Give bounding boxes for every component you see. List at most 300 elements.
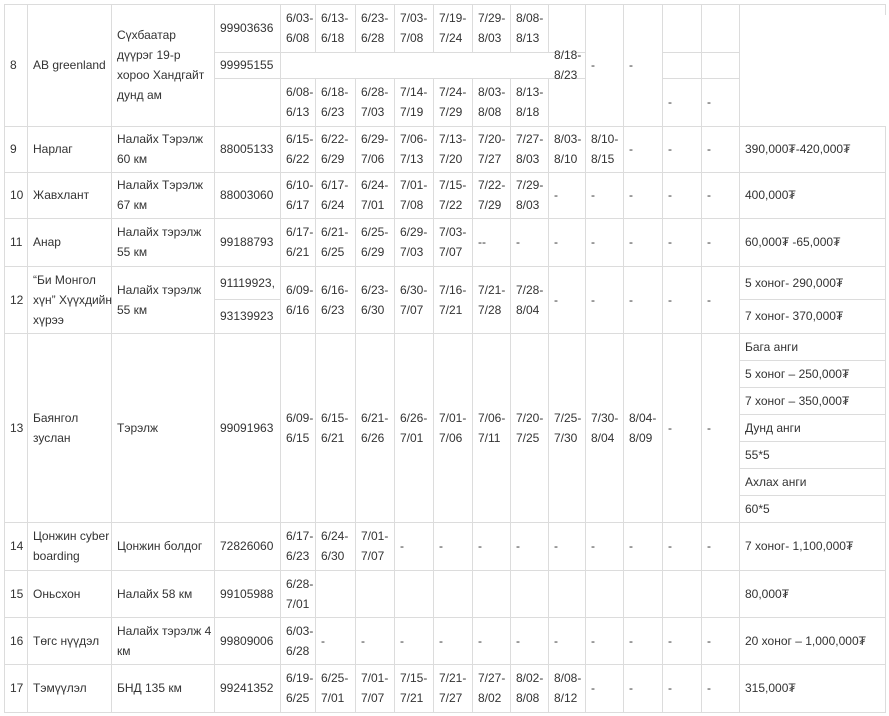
- location: [117, 621, 211, 661]
- price: [745, 499, 770, 519]
- session-dates: [400, 280, 427, 320]
- no-session-line: -: [554, 188, 558, 202]
- no-session: [668, 290, 672, 310]
- location-line: Налайх тэрэлж: [117, 283, 202, 297]
- session-dates: [321, 175, 348, 215]
- session-dates-line: 6/29: [321, 152, 345, 166]
- session-dates-line: 6/24-: [361, 178, 389, 192]
- session-dates: [554, 45, 581, 85]
- session-dates-line: 7/24: [439, 31, 463, 45]
- session-dates-line: 8/18-: [554, 48, 582, 62]
- session-dates: [321, 408, 348, 448]
- session-dates: [286, 526, 313, 566]
- session-dates: [286, 408, 313, 448]
- session-dates-line: 7/01: [400, 431, 424, 445]
- location-line: 55 км: [117, 245, 148, 259]
- no-session-line: -: [629, 634, 633, 648]
- session-dates: [286, 8, 313, 48]
- price: [745, 232, 840, 252]
- location: [117, 280, 201, 320]
- no-session-line: -: [629, 293, 633, 307]
- session-dates: [516, 175, 543, 215]
- grid-line: [662, 126, 663, 713]
- session-dates-line: 7/19-: [439, 11, 467, 25]
- grid-line: [739, 468, 886, 469]
- location-line: 67 км: [117, 198, 148, 212]
- grid-line: [280, 4, 281, 713]
- session-dates-line: 8/08-: [554, 671, 582, 685]
- no-session-line: -: [668, 142, 672, 156]
- session-dates-line: 6/13: [286, 105, 310, 119]
- session-dates: [321, 8, 348, 48]
- price-line: Дунд анги: [745, 421, 801, 435]
- session-dates-line: 7/21-: [439, 671, 467, 685]
- row-number-line: 15: [10, 587, 24, 601]
- session-dates-line: 6/09-: [286, 283, 314, 297]
- session-dates-line: 7/01: [361, 198, 385, 212]
- row-number: [10, 418, 23, 438]
- camp-name-line: Анар: [33, 235, 61, 249]
- no-session-line: -: [707, 539, 711, 553]
- row-number-line: 12: [10, 293, 24, 307]
- session-dates: [478, 668, 505, 708]
- session-dates-line: 8/04: [516, 303, 540, 317]
- no-session: [400, 536, 404, 556]
- grid-line: [394, 126, 395, 713]
- session-dates-line: 6/19-: [286, 671, 314, 685]
- grid-line: [394, 78, 395, 127]
- phone: [220, 536, 273, 556]
- session-dates-line: 7/03: [361, 105, 385, 119]
- session-dates: [400, 8, 427, 48]
- grid-line: [214, 78, 586, 79]
- camp-name: [33, 584, 80, 604]
- session-dates: [286, 574, 313, 614]
- no-session: [516, 232, 520, 252]
- session-dates-line: 8/08: [516, 691, 540, 705]
- session-dates-line: 6/28: [361, 31, 385, 45]
- session-dates-line: 8/10-: [591, 132, 619, 146]
- camp-name: [33, 185, 89, 205]
- location-line: км: [117, 644, 131, 658]
- location-line: Налайх тэрэлж: [117, 225, 202, 239]
- session-dates-line: 8/03: [516, 198, 540, 212]
- phone: [220, 232, 273, 252]
- no-session-line: -: [629, 681, 633, 695]
- session-dates-line: 6/03-: [286, 11, 314, 25]
- session-dates-line: 7/07: [361, 549, 385, 563]
- phone-line: 99903636: [220, 21, 274, 35]
- no-session: [629, 185, 633, 205]
- no-session-line: -: [707, 188, 711, 202]
- grid-line: [4, 218, 886, 219]
- location-line: Сүхбаатар: [117, 28, 176, 42]
- grid-line: [739, 414, 886, 415]
- grid-line: [548, 126, 549, 713]
- no-session: [400, 631, 404, 651]
- session-dates-line: 6/13-: [321, 11, 349, 25]
- session-dates-line: 7/08: [400, 31, 424, 45]
- grid-line: [548, 4, 549, 53]
- session-dates-line: 8/13-: [516, 85, 544, 99]
- session-dates-line: 7/20: [439, 152, 463, 166]
- session-dates-line: 6/17-: [286, 529, 314, 543]
- grid-line: [355, 126, 356, 713]
- session-dates-line: 7/01-: [361, 671, 389, 685]
- phone: [220, 139, 273, 159]
- no-session-line: -: [707, 634, 711, 648]
- row-number-line: 9: [10, 142, 17, 156]
- grid-line: [585, 4, 586, 127]
- session-dates: [439, 129, 466, 169]
- price: [745, 139, 850, 159]
- session-dates-line: 6/29-: [400, 225, 428, 239]
- session-dates: [439, 175, 466, 215]
- phone: [220, 185, 273, 205]
- camp-name-line: Нарлаг: [33, 142, 73, 156]
- session-dates-line: 6/25-: [361, 225, 389, 239]
- session-dates-line: 7/22: [439, 198, 463, 212]
- no-session: [629, 290, 633, 310]
- session-dates-line: 8/03-: [478, 85, 506, 99]
- session-dates: [321, 668, 348, 708]
- location: [117, 536, 202, 556]
- no-session: [591, 185, 595, 205]
- grid-line: [355, 78, 356, 127]
- phone: [220, 55, 273, 75]
- camp-name: [33, 526, 109, 566]
- row-number: [10, 631, 23, 651]
- session-dates: [478, 129, 505, 169]
- session-dates: [400, 82, 427, 122]
- session-dates-line: 7/14-: [400, 85, 428, 99]
- no-session-line: -: [668, 421, 672, 435]
- session-dates: [478, 8, 505, 48]
- phone-line: 88003060: [220, 188, 274, 202]
- session-dates-line: 7/24-: [439, 85, 467, 99]
- no-session-line: -: [629, 58, 633, 72]
- grid-line: [355, 4, 356, 53]
- session-dates-line: 6/21-: [361, 411, 389, 425]
- no-session: [668, 139, 672, 159]
- grid-line: [4, 4, 5, 713]
- row-number: [10, 584, 23, 604]
- session-dates: [286, 82, 313, 122]
- no-session-line: -: [668, 235, 672, 249]
- phone-line: 91119923,: [220, 276, 275, 290]
- no-session: [439, 631, 443, 651]
- no-session: [591, 290, 595, 310]
- session-dates-line: 7/21: [400, 691, 424, 705]
- session-dates-line: 8/03: [516, 152, 540, 166]
- price-line: 60,000₮ -65,000₮: [745, 235, 841, 249]
- no-session-line: -: [439, 539, 443, 553]
- grid-line: [315, 4, 316, 53]
- session-dates-line: 6/30: [361, 303, 385, 317]
- grid-line: [662, 4, 663, 127]
- session-dates-line: 7/01: [286, 597, 310, 611]
- no-session: [707, 290, 711, 310]
- location-line: 55 км: [117, 303, 148, 317]
- session-dates-line: 6/21: [321, 431, 345, 445]
- no-session: [478, 232, 486, 252]
- no-session: [707, 232, 711, 252]
- grid-line: [548, 78, 549, 127]
- no-session-line: -: [554, 634, 558, 648]
- price: [745, 306, 843, 326]
- session-dates-line: 6/23: [321, 105, 345, 119]
- location-line: дунд ам: [117, 88, 162, 102]
- session-dates: [516, 668, 543, 708]
- session-dates-line: 7/01-: [361, 529, 389, 543]
- session-dates-line: 8/03-: [554, 132, 582, 146]
- row-number: [10, 290, 23, 310]
- session-dates-line: 6/23: [286, 549, 310, 563]
- no-session: [478, 536, 482, 556]
- session-dates-line: 7/30-: [591, 411, 619, 425]
- no-session-line: -: [591, 539, 595, 553]
- no-session: [554, 290, 558, 310]
- session-dates-line: 7/28-: [516, 283, 544, 297]
- session-dates-line: 8/02: [478, 691, 502, 705]
- session-dates: [286, 621, 313, 661]
- no-session: [707, 536, 711, 556]
- session-dates-line: 7/20-: [516, 411, 544, 425]
- no-session-line: -: [554, 235, 558, 249]
- session-dates: [478, 82, 505, 122]
- no-session-line: -: [478, 539, 482, 553]
- phone-line: 99105988: [220, 587, 274, 601]
- session-dates-line: 7/27-: [516, 132, 544, 146]
- session-dates-line: 7/15-: [439, 178, 467, 192]
- session-dates-line: 6/21-: [321, 225, 349, 239]
- grid-line: [433, 126, 434, 713]
- phone-line: 99091963: [220, 421, 274, 435]
- session-dates: [516, 408, 543, 448]
- no-session-line: -: [629, 142, 633, 156]
- session-dates-line: 8/15: [591, 152, 615, 166]
- location-line: дүүрэг 19-р: [117, 48, 181, 62]
- session-dates-line: 7/30: [554, 431, 578, 445]
- session-dates-line: 6/25: [286, 691, 310, 705]
- session-dates-line: 7/06: [439, 431, 463, 445]
- no-session-line: -: [668, 95, 672, 109]
- session-dates-line: 6/15-: [321, 411, 349, 425]
- camp-name-line: Тэмүүлэл: [33, 681, 87, 695]
- phone: [220, 306, 273, 326]
- no-session: [707, 139, 711, 159]
- no-session-line: -: [629, 188, 633, 202]
- session-dates-line: 7/13: [400, 152, 424, 166]
- grid-line: [585, 126, 586, 713]
- session-dates: [516, 280, 543, 320]
- grid-line: [214, 4, 215, 713]
- phone-line: 99995155: [220, 58, 274, 72]
- no-session: [591, 536, 595, 556]
- session-dates: [516, 8, 543, 48]
- session-dates-line: 7/03-: [400, 11, 428, 25]
- session-dates-line: 6/16-: [321, 283, 349, 297]
- session-dates-line: 6/26-: [400, 411, 428, 425]
- session-dates-line: 7/19: [400, 105, 424, 119]
- phone-line: 99241352: [220, 681, 274, 695]
- grid-line: [885, 126, 886, 713]
- no-session-line: -: [591, 188, 595, 202]
- no-session: [321, 631, 325, 651]
- grid-line: [433, 78, 434, 127]
- camp-name: [33, 678, 87, 698]
- session-dates-line: 6/28-: [361, 85, 389, 99]
- grid-line: [885, 4, 886, 15]
- session-dates-line: 8/13: [516, 31, 540, 45]
- row-number: [10, 55, 17, 75]
- session-dates-line: 6/17-: [321, 178, 349, 192]
- no-session-line: -: [707, 142, 711, 156]
- no-session: [439, 536, 443, 556]
- phone: [220, 584, 273, 604]
- row-number-line: 8: [10, 58, 17, 72]
- price-line: Бага анги: [745, 340, 799, 354]
- session-dates-line: 8/08: [478, 105, 502, 119]
- grid-line: [4, 712, 886, 713]
- session-dates: [400, 222, 427, 262]
- price-line: 400,000₮: [745, 188, 796, 202]
- camp-name: [33, 232, 61, 252]
- session-dates: [629, 408, 656, 448]
- session-dates-line: 6/30: [321, 549, 345, 563]
- phone-line: 72826060: [220, 539, 274, 553]
- grid-line: [214, 52, 586, 53]
- no-session: [629, 232, 633, 252]
- no-session-line: -: [516, 634, 520, 648]
- session-dates-line: 7/07: [439, 245, 463, 259]
- price-line: 390,000₮-420,000₮: [745, 142, 851, 156]
- row-number: [10, 232, 22, 252]
- no-session-line: -: [591, 681, 595, 695]
- price-line: 55*5: [745, 448, 770, 462]
- session-dates-line: 7/03: [400, 245, 424, 259]
- session-dates-line: 7/11: [478, 431, 501, 445]
- no-session-line: -: [707, 681, 711, 695]
- session-dates-line: 6/23-: [361, 11, 389, 25]
- grid-line: [701, 4, 702, 127]
- no-session-line: -: [591, 293, 595, 307]
- session-dates-line: 8/08-: [516, 11, 544, 25]
- session-dates: [286, 175, 313, 215]
- grid-line: [510, 4, 511, 53]
- no-session-line: -: [629, 539, 633, 553]
- session-dates: [361, 526, 388, 566]
- grid-line: [662, 52, 740, 53]
- session-dates: [361, 222, 388, 262]
- grid-line: [433, 4, 434, 53]
- session-dates-line: 6/15: [286, 431, 310, 445]
- session-dates-line: 7/13-: [439, 132, 467, 146]
- price: [745, 631, 866, 651]
- session-dates: [321, 222, 348, 262]
- session-dates-line: 7/01: [321, 691, 345, 705]
- session-dates-line: 8/04: [591, 431, 615, 445]
- session-dates: [516, 129, 543, 169]
- no-session: [361, 631, 365, 651]
- grid-line: [472, 4, 473, 53]
- camp-name: [33, 631, 99, 651]
- grid-line: [4, 617, 886, 618]
- session-dates-line: 6/08-: [286, 85, 314, 99]
- session-dates: [286, 129, 313, 169]
- session-dates: [439, 280, 466, 320]
- camp-name-line: AB greenland: [33, 58, 106, 72]
- session-dates-line: 7/27: [478, 152, 502, 166]
- location: [117, 175, 203, 215]
- no-session: [554, 185, 558, 205]
- row-number: [10, 185, 23, 205]
- row-number-line: 14: [10, 539, 24, 553]
- no-session-line: -: [707, 293, 711, 307]
- no-session: [554, 536, 558, 556]
- phone: [220, 678, 273, 698]
- price: [745, 536, 853, 556]
- camp-name-line: хүрээ: [33, 313, 64, 327]
- camp-name-line: Баянгол: [33, 411, 79, 425]
- location: [117, 418, 158, 438]
- session-dates-line: 6/17: [286, 198, 310, 212]
- session-dates-line: 8/23: [554, 68, 578, 82]
- price-line: 315,000₮: [745, 681, 796, 695]
- session-dates-line: 7/01-: [439, 411, 467, 425]
- session-dates: [400, 668, 427, 708]
- session-dates-line: 7/06-: [400, 132, 428, 146]
- price-line: 20 хоног – 1,000,000₮: [745, 634, 866, 648]
- grid-line: [739, 4, 740, 127]
- location-line: Тэрэлж: [117, 421, 159, 435]
- session-dates: [361, 129, 388, 169]
- no-session-line: -: [668, 539, 672, 553]
- no-session: [478, 631, 482, 651]
- session-dates-line: 7/28: [478, 303, 502, 317]
- session-dates-line: 7/27-: [478, 671, 506, 685]
- location: [117, 222, 201, 262]
- no-session: [707, 631, 711, 651]
- session-dates-line: 7/06-: [478, 411, 506, 425]
- grid-line: [623, 126, 624, 713]
- price-line: 7 хоног- 370,000₮: [745, 309, 844, 323]
- no-session: [591, 678, 595, 698]
- session-dates-line: 8/12: [554, 691, 578, 705]
- session-dates-line: 7/25: [516, 431, 540, 445]
- session-dates-line: 7/16-: [439, 283, 467, 297]
- price: [745, 472, 806, 492]
- session-dates: [321, 280, 348, 320]
- location-line: Цонжин болдог: [117, 539, 203, 553]
- no-session-line: -: [400, 634, 404, 648]
- session-dates: [321, 526, 348, 566]
- no-session-line: -: [591, 235, 595, 249]
- camp-name-line: Цонжин cyber: [33, 529, 110, 543]
- session-dates-line: 8/04-: [629, 411, 657, 425]
- session-dates-line: 6/03-: [286, 624, 314, 638]
- no-session: [668, 678, 672, 698]
- session-dates-line: 7/01-: [400, 178, 428, 192]
- session-dates-line: 7/29: [478, 198, 502, 212]
- no-session: [668, 92, 672, 112]
- phone-line: 88005133: [220, 142, 274, 156]
- session-dates: [286, 668, 313, 708]
- price-line: 5 хоног – 250,000₮: [745, 367, 850, 381]
- session-dates: [361, 408, 388, 448]
- no-session-line: -: [439, 634, 443, 648]
- session-dates-line: 8/09: [629, 431, 653, 445]
